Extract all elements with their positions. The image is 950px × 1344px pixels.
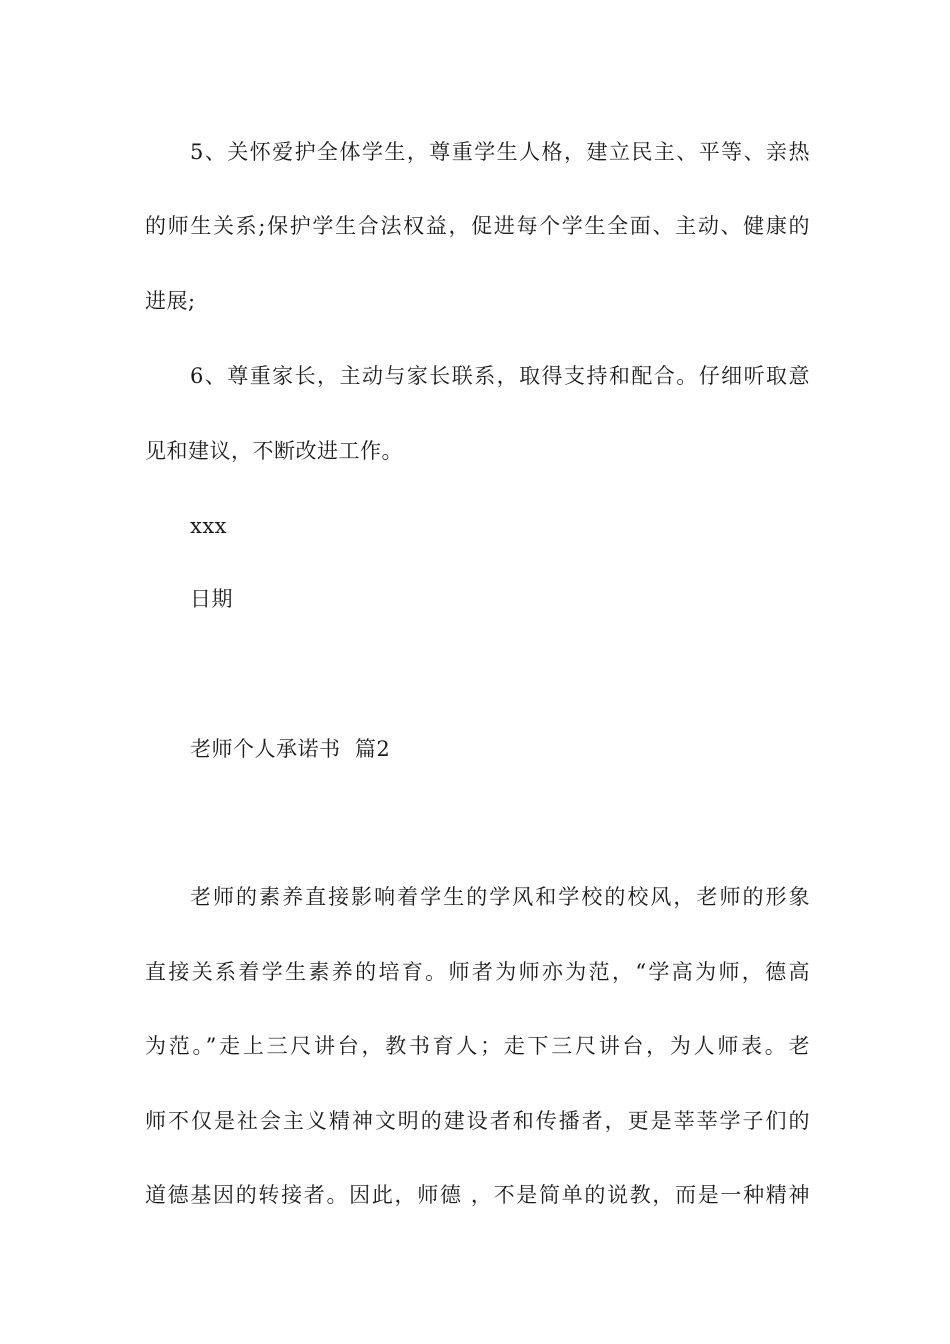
paragraph-6-line-2: 见和建议，不断改进工作。 [145, 439, 403, 463]
paragraph-5-line-2: 的师生关系;保护学生合法权益，促进每个学生全面、主动、健康的 [145, 214, 810, 238]
intro-line-4: 师不仅是社会主义精神文明的建设者和传播者，更是莘莘学子们的 [145, 1109, 810, 1133]
intro-line-2: 直接关系着学生素养的培育。师者为师亦为范，“学高为师，德高 [145, 960, 810, 984]
intro-line-5: 道德基因的转接者。因此，师德 ，不是简单的说教，而是一种精神 [145, 1183, 810, 1207]
paragraph-5-line-1: 5、关怀爱护全体学生，尊重学生人格，建立民主、平等、亲热 [190, 140, 810, 164]
section-title: 老师个人承诺书 篇2 [190, 737, 391, 761]
paragraph-6-line-1: 6、尊重家长，主动与家长联系，取得支持和配合。仔细听取意 [190, 364, 810, 388]
intro-line-3: 为范。”走上三尺讲台，教书育人；走下三尺讲台，为人师表。老 [145, 1034, 810, 1058]
date-label: 日期 [190, 587, 233, 611]
signature: xxx [190, 514, 228, 538]
paragraph-5-line-3: 进展; [145, 289, 196, 313]
intro-line-1: 老师的素养直接影响着学生的学风和学校的校风，老师的形象 [190, 885, 810, 909]
